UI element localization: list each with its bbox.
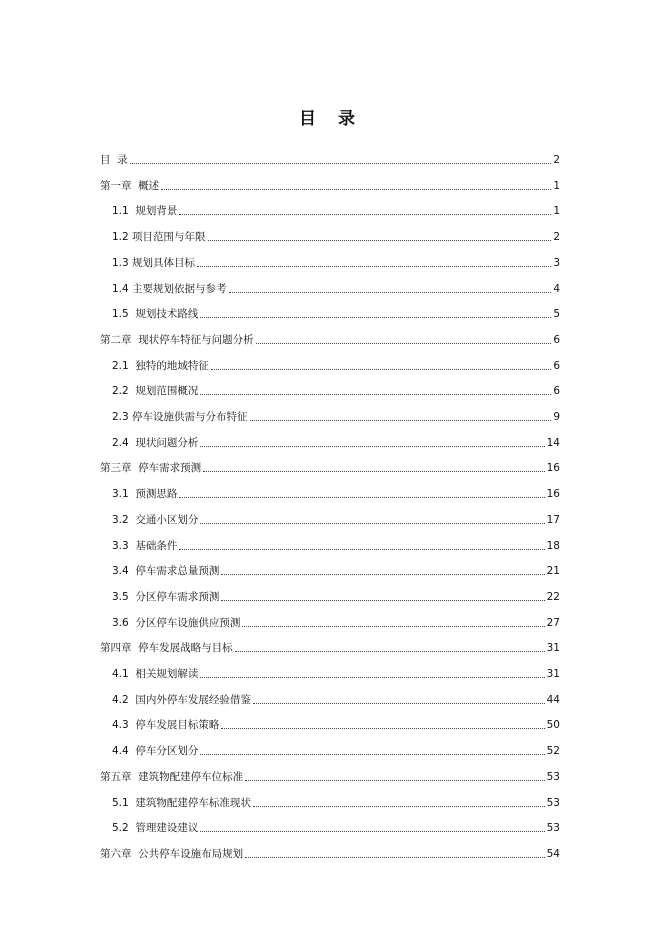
toc-chapter-entry[interactable] [100,764,560,784]
toc-entry-label: 第四章 停车发展战略与目标 [100,642,233,655]
toc-entry-page-number: 1 [553,205,560,218]
toc-entry-page-number: 3 [553,256,560,269]
toc-leader-dots [200,445,544,447]
toc-entry-page-number: 50 [546,719,560,732]
toc-leader-dots [245,779,544,781]
toc-leader-dots [197,265,551,267]
toc-entry-label: 2.3 停车设施供需与分布特征 [112,411,248,423]
toc-leader-dots [179,213,551,215]
toc-entry-label: 1.2 项目范围与年限 [112,231,206,244]
toc-leader-dots [130,162,552,164]
toc-chapter-entry[interactable] [100,173,560,193]
toc-entry-label: 第三章 停车需求预测 [100,462,202,475]
toc-entry-page-number: 18 [546,539,560,552]
toc-entry-label: 1.5 规划技术路线 [112,308,199,321]
toc-section-entry[interactable] [112,712,560,732]
toc-entry-page-number: 53 [546,822,560,835]
toc-section-entry[interactable] [112,378,560,398]
toc-chapter-entry[interactable] [100,635,560,655]
toc-section-entry[interactable] [112,224,560,244]
toc-entry-label: 5.1 建筑物配建停车标准现状 [112,796,251,809]
toc-section-entry[interactable] [112,790,560,810]
toc-entry-label: 4.1 相关规划解读 [112,668,199,680]
toc-entry-page-number: 5 [553,308,560,321]
toc-entry-page-number: 44 [546,693,560,706]
toc-section-entry[interactable] [112,430,560,450]
toc-entry-page-number: 2 [553,154,560,166]
toc-leader-dots [200,830,544,832]
toc-entry-label: 3.1 预测思路 [112,488,178,501]
toc-entry-label: 2.4 现状问题分析 [112,436,199,449]
toc-entry-page-number: 22 [546,590,560,603]
toc-chapter-entry[interactable] [100,455,560,475]
toc-entry-page-number: 4 [553,282,560,295]
toc-entry-page-number: 2 [553,231,560,244]
toc-entry-page-number: 52 [546,745,560,758]
toc-leader-dots [200,753,544,755]
toc-entry-label: 1.4 主要规划依据与参考 [112,282,227,295]
toc-leader-dots [229,291,552,293]
toc-section-entry[interactable] [112,610,560,630]
toc-leader-dots [203,470,544,472]
toc-entry-label: 4.2 国内外停车发展经验借鉴 [112,693,251,706]
toc-section-entry[interactable] [112,584,560,604]
toc-section-entry[interactable] [112,250,560,270]
toc-entry-page-number: 17 [546,513,560,526]
toc-section-entry[interactable] [112,738,560,758]
toc-leader-dots [161,188,551,190]
toc-entry-label: 3.2 交通小区划分 [112,513,199,526]
toc-leader-dots [221,727,544,729]
toc-entry-label: 3.4 停车需求总量预测 [112,565,220,578]
toc-leader-dots [253,805,545,807]
toc-leader-dots [256,342,552,344]
toc-section-entry[interactable] [112,687,560,707]
toc-leader-dots [200,316,551,318]
toc-chapter-entry[interactable] [100,841,560,861]
toc-entry-page-number: 14 [546,436,560,449]
toc-entry-page-number: 53 [546,770,560,783]
toc-section-entry[interactable] [112,507,560,527]
toc-entry-label: 4.4 停车分区划分 [112,745,199,758]
toc-entry-label: 第五章 建筑物配建停车位标准 [100,770,244,783]
toc-leader-dots [211,368,551,370]
toc-section-entry[interactable] [112,353,560,373]
toc-leader-dots [245,856,544,858]
toc-entry-label: 4.3 停车发展目标策略 [112,719,220,732]
toc-section-entry[interactable] [112,301,560,321]
toc-entry-page-number: 54 [546,847,560,860]
toc-entry-page-number: 16 [546,488,560,501]
toc-chapter-entry[interactable] [100,327,560,347]
toc-entry-page-number: 21 [546,565,560,578]
toc-entry-page-number: 9 [553,411,560,423]
page-title: 目 录 [299,109,363,129]
toc-leader-dots [200,676,544,678]
toc-entry-label: 目 录 [100,154,128,166]
toc-section-entry[interactable] [112,198,560,218]
toc-leader-dots [200,393,551,395]
toc-leader-dots [221,599,544,601]
toc-entry-label: 2.2 规划范围概况 [112,385,199,398]
toc-entry-page-number: 31 [546,668,560,680]
toc-entry-page-number: 53 [546,796,560,809]
toc-entry-page-number: 6 [553,385,560,398]
toc-entry-label: 2.1 独特的地域特征 [112,359,209,372]
toc-leader-dots [253,702,545,704]
toc-leader-dots [208,239,552,241]
toc-entry-label: 第六章 公共停车设施布局规划 [100,847,244,860]
toc-entry-page-number: 27 [546,616,560,629]
toc-chapter-entry[interactable] [100,147,560,167]
toc-leader-dots [200,522,544,524]
toc-section-entry[interactable] [112,558,560,578]
toc-entry-label: 1.1 规划背景 [112,205,178,218]
toc-leader-dots [242,625,544,627]
toc-entry-page-number: 16 [546,462,560,475]
toc-section-entry[interactable] [112,481,560,501]
toc-leader-dots [221,573,544,575]
toc-section-entry[interactable] [112,815,560,835]
toc-entry-label: 3.5 分区停车需求预测 [112,590,220,603]
toc-leader-dots [235,650,545,652]
toc-entry-page-number: 31 [546,642,560,655]
toc-entry-label: 3.6 分区停车设施供应预测 [112,616,241,629]
toc-entry-label: 1.3 规划具体目标 [112,256,196,269]
toc-section-entry[interactable] [112,533,560,553]
toc-entry-label: 5.2 管理建设建议 [112,822,199,835]
toc-section-entry[interactable] [112,276,560,296]
toc-entry-page-number: 1 [553,179,560,192]
toc-entry-page-number: 6 [553,333,560,346]
toc-leader-dots [179,496,544,498]
toc-entry-label: 第一章 概述 [100,179,160,192]
toc-section-entry[interactable] [112,661,560,681]
toc-entry-page-number: 6 [553,359,560,372]
toc-entry-label: 第二章 现状停车特征与问题分析 [100,333,254,346]
toc-leader-dots [179,548,544,550]
toc-entry-label: 3.3 基础条件 [112,539,178,552]
toc-leader-dots [250,419,552,421]
toc-section-entry[interactable] [112,404,560,424]
